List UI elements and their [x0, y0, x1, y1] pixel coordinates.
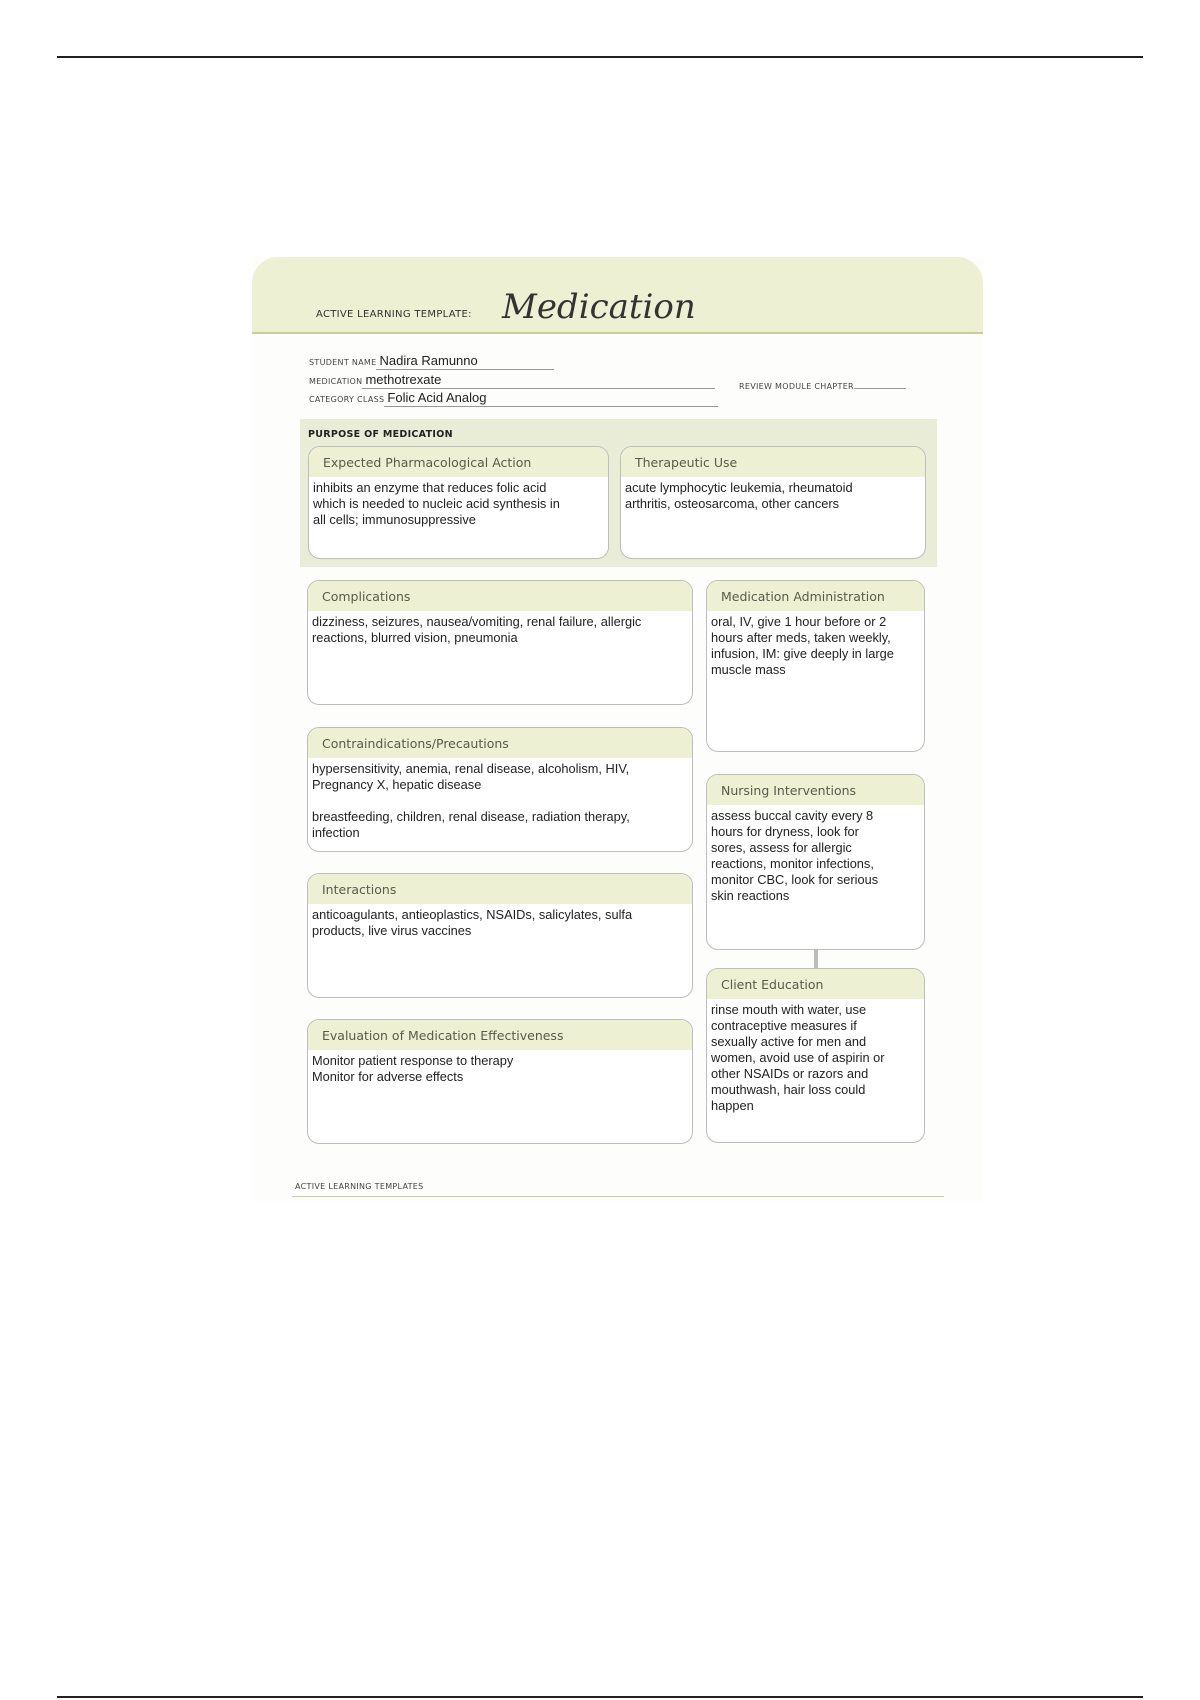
student-name-value[interactable]: Nadira Ramunno	[376, 353, 554, 370]
footer-rule	[292, 1196, 944, 1197]
expected-action-text[interactable]: inhibits an enzyme that reduces folic acid which is needed to nucleic acid synthesis in all cells; immunosuppressive	[313, 480, 560, 527]
client-education-text[interactable]: rinse mouth with water, use contraceptive measures if sexually active for men and women, avoid use of aspirin or other NSAIDs or razors and mouthwash, hair loss could happen	[711, 1002, 885, 1113]
medication-label: MEDICATION	[309, 377, 363, 386]
purpose-label: PURPOSE OF MEDICATION	[308, 429, 453, 440]
expected-action-box	[308, 446, 609, 559]
review-module-label: REVIEW MODULE CHAPTER	[739, 382, 854, 391]
client-education-box	[706, 968, 925, 1143]
review-module-value[interactable]	[854, 372, 906, 389]
medication-template-page	[252, 257, 983, 1202]
nursing-interventions-title: Nursing Interventions	[707, 775, 924, 805]
template-title: Medication	[502, 287, 696, 327]
medication-administration-text[interactable]: oral, IV, give 1 hour before or 2 hours after meds, taken weekly, infusion, IM: give deeply in large muscle mass	[711, 614, 894, 677]
nursing-interventions-box	[706, 774, 925, 950]
medication-administration-title: Medication Administration	[707, 581, 924, 611]
complications-box	[307, 580, 693, 705]
student-name-field	[309, 353, 554, 370]
footer-label: ACTIVE LEARNING TEMPLATES	[295, 1182, 424, 1191]
complications-title: Complications	[308, 581, 692, 611]
template-label: ACTIVE LEARNING TEMPLATE:	[316, 309, 472, 320]
client-education-title: Client Education	[707, 969, 924, 999]
category-class-label: CATEGORY CLASS	[309, 395, 385, 404]
contraindications-text[interactable]: hypersensitivity, anemia, renal disease, alcoholism, HIV, Pregnancy X, hepatic disease breastfeeding, children, renal disease, radiation therapy, infection	[312, 761, 630, 840]
therapeutic-use-text[interactable]: acute lymphocytic leukemia, rheumatoid arthritis, osteosarcoma, other cancers	[625, 480, 853, 511]
bottom-rule	[57, 1696, 1143, 1698]
contraindications-title: Contraindications/Precautions	[308, 728, 692, 758]
student-name-label: STUDENT NAME	[309, 358, 377, 367]
interactions-title: Interactions	[308, 874, 692, 904]
complications-text[interactable]: dizziness, seizures, nausea/vomiting, renal failure, allergic reactions, blurred vision, pneumonia	[312, 614, 642, 645]
top-rule	[57, 56, 1143, 58]
medication-value[interactable]: methotrexate	[362, 372, 715, 389]
medication-administration-box	[706, 580, 925, 752]
interactions-text[interactable]: anticoagulants, antieoplastics, NSAIDs, salicylates, sulfa products, live virus vaccines	[312, 907, 633, 938]
category-class-field	[309, 390, 718, 407]
connector-line	[814, 950, 818, 968]
therapeutic-use-title: Therapeutic Use	[621, 447, 925, 477]
medication-field	[309, 372, 715, 389]
therapeutic-use-box	[620, 446, 926, 559]
category-class-value[interactable]: Folic Acid Analog	[384, 390, 718, 407]
expected-action-title: Expected Pharmacological Action	[309, 447, 608, 477]
purpose-section	[300, 419, 937, 567]
evaluation-box	[307, 1019, 693, 1144]
review-module-field	[739, 372, 906, 391]
contraindications-box	[307, 727, 693, 852]
nursing-interventions-text[interactable]: assess buccal cavity every 8 hours for dryness, look for sores, assess for allergic reactions, monitor infections, monitor CBC, look for serious skin reactions	[711, 808, 879, 903]
interactions-box	[307, 873, 693, 998]
evaluation-text[interactable]: Monitor patient response to therapy Monitor for adverse effects	[312, 1053, 514, 1084]
evaluation-title: Evaluation of Medication Effectiveness	[308, 1020, 692, 1050]
template-header	[252, 257, 983, 334]
